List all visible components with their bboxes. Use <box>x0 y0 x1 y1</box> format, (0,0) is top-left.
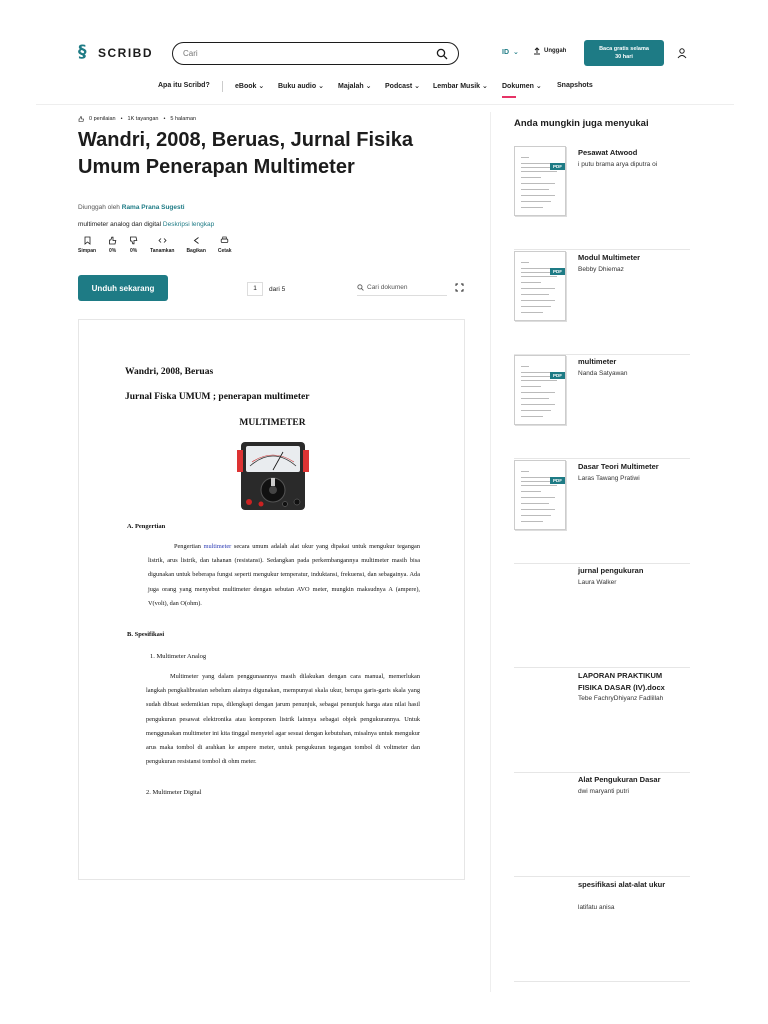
meta-separator: • <box>163 116 166 122</box>
pdf-badge: PDF <box>550 268 565 275</box>
thumbnail-text-line <box>521 416 543 417</box>
top-bar <box>36 36 734 70</box>
recommendation-item[interactable] <box>514 564 690 668</box>
thumbnail-text-line <box>521 521 543 522</box>
nav-item-label: eBook <box>235 83 257 90</box>
page-navigator <box>247 282 285 296</box>
nav-item-ebook[interactable]: eBook ⌄ <box>235 83 265 90</box>
recommendation-title[interactable]: Alat Pengukuran Dasar <box>578 775 661 784</box>
recommendation-title[interactable]: Modul Multimeter <box>578 252 641 262</box>
recommendation-title[interactable]: Pesawat Atwood <box>578 148 638 157</box>
nav-divider <box>222 81 223 92</box>
paragraph-analog: Multimeter yang dalam penggunaannya masih dilakukan dengan cara manual, memerlukan langkah pengkalibrasian sebelum alatnya digunakan, mempunyai skala ukur, berupa garis-garis skala yang sudah dibuat sedemikian rupa, dilengkapi dengan jarum penunjuk, sebagai penunjuk harga atau nilai hasil pengukuran pesawat elektronika atau komponen listrik lainnya sebagai objek pengukurannya. Untuk menggunakan multimeter ini kita tinggal menyetel agar sesuai dengan kebutuhan, misalnya untuk mengukur arus maka tombol di arahkan ke ampere meter, untuk pengukuran tegangan tombol di voltmeter dan pengukuran resistansi tombol di ohm meter. <box>146 673 420 766</box>
thumbnail-text-line <box>521 380 557 381</box>
search-input[interactable] <box>183 49 436 58</box>
thumbnail-text-line <box>521 392 555 393</box>
document-thumbnail[interactable] <box>514 146 566 216</box>
document-thumbnail[interactable] <box>514 251 566 321</box>
recommendations-title: Anda mungkin juga menyukai <box>514 118 649 129</box>
doc-meta <box>78 116 196 122</box>
views-count: 1K tayangan <box>127 116 159 122</box>
thumbnail-text-line <box>521 509 555 510</box>
recommendation-author[interactable]: Bebby Dhiemaz <box>578 265 624 273</box>
thumbnail-text-line <box>521 294 549 295</box>
thumbnail-text-line <box>521 171 557 172</box>
pdf-badge: PDF <box>550 477 565 484</box>
embed-label: Tanamkan <box>150 248 175 254</box>
upload-label: Unggah <box>544 48 567 54</box>
multimeter-image <box>237 440 309 512</box>
embed-button[interactable] <box>150 236 174 254</box>
save-button[interactable] <box>78 236 96 254</box>
share-icon <box>192 236 201 245</box>
search-bar[interactable] <box>172 42 459 65</box>
thumbnail-text-line <box>521 503 549 504</box>
uploader-line <box>78 204 185 211</box>
nav-item-magazine[interactable]: Majalah ⌄ <box>338 83 372 90</box>
meta-separator: • <box>120 116 123 122</box>
multimeter-link[interactable]: multimeter <box>203 543 232 550</box>
nav-divider-line <box>36 104 734 105</box>
recommendation-author[interactable]: Tebe FachryDhiyanz Fadlillah <box>578 694 664 702</box>
nav-item-label: Podcast <box>385 83 413 90</box>
document-search-placeholder: Cari dokumen <box>367 284 408 291</box>
nav-active-indicator <box>502 96 516 98</box>
nav-item-about[interactable]: Apa itu Scribd? <box>158 82 210 89</box>
description-text: multimeter analog dan digital <box>78 221 162 228</box>
recommendation-title[interactable]: Dasar Teori Multimeter <box>578 461 659 471</box>
thumbnail-text-line <box>521 262 529 263</box>
print-button[interactable] <box>218 236 232 254</box>
nav-item-snapshots[interactable]: Snapshots <box>557 82 593 89</box>
uploader-link[interactable]: Rama Prana Sugesti <box>121 204 185 211</box>
like-button[interactable] <box>108 236 117 254</box>
thumbnail-text-line <box>521 398 549 399</box>
recommendation-item[interactable] <box>514 146 690 250</box>
recommendation-author[interactable]: Nanda Satyawan <box>578 370 628 377</box>
thumbnail-text-line <box>521 272 551 273</box>
scribd-logo[interactable] <box>78 44 153 61</box>
document-heading-title: MULTIMETER <box>239 418 306 428</box>
thumbnail-text-line <box>521 312 543 313</box>
nav-item-sheet-music[interactable]: Lembar Musik ⌄ <box>433 83 488 90</box>
doc-actions <box>78 236 232 254</box>
main-nav <box>0 78 768 100</box>
pages-count: 5 halaman <box>170 116 197 122</box>
nav-item-label: Buku audio <box>278 83 317 90</box>
document-search[interactable] <box>357 280 447 296</box>
thumbs-up-icon <box>108 236 117 245</box>
document-heading-author: Wandri, 2008, Beruas <box>125 367 214 377</box>
thumbnail-text-line <box>521 282 541 283</box>
thumbnail-text-line <box>521 195 555 196</box>
thumbnail-text-line <box>521 471 529 472</box>
recommendation-author[interactable]: latifatu anisa <box>578 903 615 911</box>
recommendation-item[interactable] <box>514 878 690 982</box>
thumbnail-text-line <box>521 207 543 208</box>
ratings-count: 0 penilaian <box>89 116 116 122</box>
thumbnail-text-line <box>521 183 555 184</box>
pdf-badge: PDF <box>550 372 565 379</box>
thumbnail-text-line <box>521 201 551 202</box>
page-number-input[interactable]: 1 <box>247 282 263 296</box>
subsection-analog: 1. Multimeter Analog <box>150 653 207 660</box>
cta-line-1: Baca gratis selama <box>599 46 649 52</box>
recommendation-item[interactable] <box>514 251 690 355</box>
thumbnail-text-line <box>521 410 551 411</box>
page-total: dari 5 <box>269 285 286 293</box>
thumbnail-text-line <box>521 167 551 168</box>
nav-item-documents[interactable]: Dokumen ⌄ <box>502 83 542 90</box>
dislike-percent: 0% <box>129 248 138 254</box>
recommendation-item[interactable] <box>514 460 690 564</box>
download-button[interactable]: Unduh sekarang <box>78 275 168 301</box>
thumbs-up-icon <box>78 116 84 122</box>
thumbnail-text-line <box>521 404 555 405</box>
logo-text: SCRIBD <box>98 45 154 60</box>
language-selector[interactable] <box>502 48 519 56</box>
recommendation-author[interactable]: dwi maryanti putri <box>578 788 629 795</box>
thumbnail-text-line <box>521 300 555 301</box>
recommendation-title[interactable]: jurnal pengukuran <box>578 566 644 575</box>
user-icon[interactable] <box>676 47 688 59</box>
code-icon <box>158 236 167 245</box>
thumbnail-text-line <box>521 481 551 482</box>
thumbnail-text-line <box>521 366 529 367</box>
nav-item-audiobook[interactable]: Buku audio ⌄ <box>278 83 324 90</box>
share-label: Bagikan <box>186 248 206 254</box>
section-heading-a: A. Pengertian <box>127 523 166 530</box>
nav-item-label: Majalah <box>338 83 364 90</box>
language-label: ID <box>502 48 509 56</box>
thumbnail-text-line <box>521 376 551 377</box>
cta-line-2: 30 hari <box>615 54 633 60</box>
bookmark-icon <box>83 236 92 245</box>
page-title: Wandri, 2008, Beruas, Jurnal Fisika Umum Penerapan Multimeter <box>78 129 413 178</box>
free-trial-button[interactable] <box>584 40 664 66</box>
document-thumbnail[interactable] <box>514 355 566 425</box>
thumbnail-text-line <box>521 157 529 158</box>
scribd-logo-icon: § <box>78 42 87 62</box>
dislike-button[interactable] <box>129 236 138 254</box>
full-description-link[interactable]: Deskripsi lengkap <box>162 221 215 228</box>
recommendation-author[interactable]: i putu brama arya diputra oi <box>578 161 658 168</box>
section-heading-b: B. Spesifikasi <box>127 631 165 638</box>
uploaded-by-label: Diunggah oleh <box>78 204 120 211</box>
save-label: Simpan <box>78 248 97 254</box>
recommendation-item[interactable] <box>514 669 690 773</box>
pdf-badge: PDF <box>550 163 565 170</box>
search-icon[interactable] <box>436 48 448 60</box>
recommendation-item[interactable] <box>514 773 690 877</box>
thumbnail-text-line <box>521 177 541 178</box>
thumbnail-text-line <box>521 276 557 277</box>
subsection-digital: 2. Multimeter Digital <box>146 789 202 796</box>
recommendation-title[interactable]: multimeter <box>578 357 617 366</box>
doc-description <box>78 221 214 228</box>
print-label: Cetak <box>217 248 232 254</box>
recommendation-divider <box>514 981 690 982</box>
paragraph-definition <box>148 540 420 611</box>
fullscreen-icon[interactable] <box>455 283 464 292</box>
thumbnail-text-line <box>521 515 551 516</box>
document-page <box>78 319 465 880</box>
nav-item-label: Dokumen <box>502 83 534 90</box>
thumbs-down-icon <box>129 236 138 245</box>
paragraph-text: Pengertian <box>174 543 204 550</box>
document-thumbnail[interactable] <box>514 460 566 530</box>
thumbnail-text-line <box>521 485 557 486</box>
like-percent: 0% <box>108 248 117 254</box>
recommendation-author[interactable]: Laras Tawang Pratiwi <box>578 474 640 482</box>
recommendation-item[interactable] <box>514 355 690 459</box>
chevron-down-icon: ⌄ <box>513 49 519 56</box>
sidebar-divider <box>490 112 491 992</box>
search-icon <box>357 284 364 291</box>
recommendation-title[interactable]: spesifikasi alat-alat ukur <box>578 879 666 889</box>
document-heading-journal: Jurnal Fiska UMUM ; penerapan multimeter <box>125 392 310 402</box>
thumbnail-text-line <box>521 288 555 289</box>
thumbnail-text-line <box>521 497 555 498</box>
print-icon <box>220 236 229 245</box>
nav-item-label: Lembar Musik <box>433 83 481 90</box>
recommendation-title[interactable]: LAPORAN PRAKTIKUM FISIKA DASAR (IV).docx <box>578 670 665 692</box>
share-button[interactable] <box>186 236 205 254</box>
recommendation-author[interactable]: Laura Walker <box>578 579 617 586</box>
upload-icon <box>533 47 541 55</box>
upload-button[interactable] <box>533 47 566 55</box>
thumbnail-text-line <box>521 386 541 387</box>
paragraph-text: secara umum adalah alat ukur yang dipakai untuk mengukur tegangan listrik, arus listrik, dan tahanan (resistansi). Sedangkan pada perkembangannya multimeter masih bisa digunakan untuk beberapa fungsi seperti mengukur temperatur, induktansi, frekuensi, dan sebagainya. Ada juga orang yang menyebut multimeter dengan sebutan AVO meter, mungkin maksudnya A (ampere), V(volt), dan O(ohm). <box>148 543 420 607</box>
thumbnail-text-line <box>521 306 551 307</box>
nav-item-podcast[interactable]: Podcast ⌄ <box>385 83 421 90</box>
thumbnail-text-line <box>521 491 541 492</box>
thumbnail-text-line <box>521 189 549 190</box>
